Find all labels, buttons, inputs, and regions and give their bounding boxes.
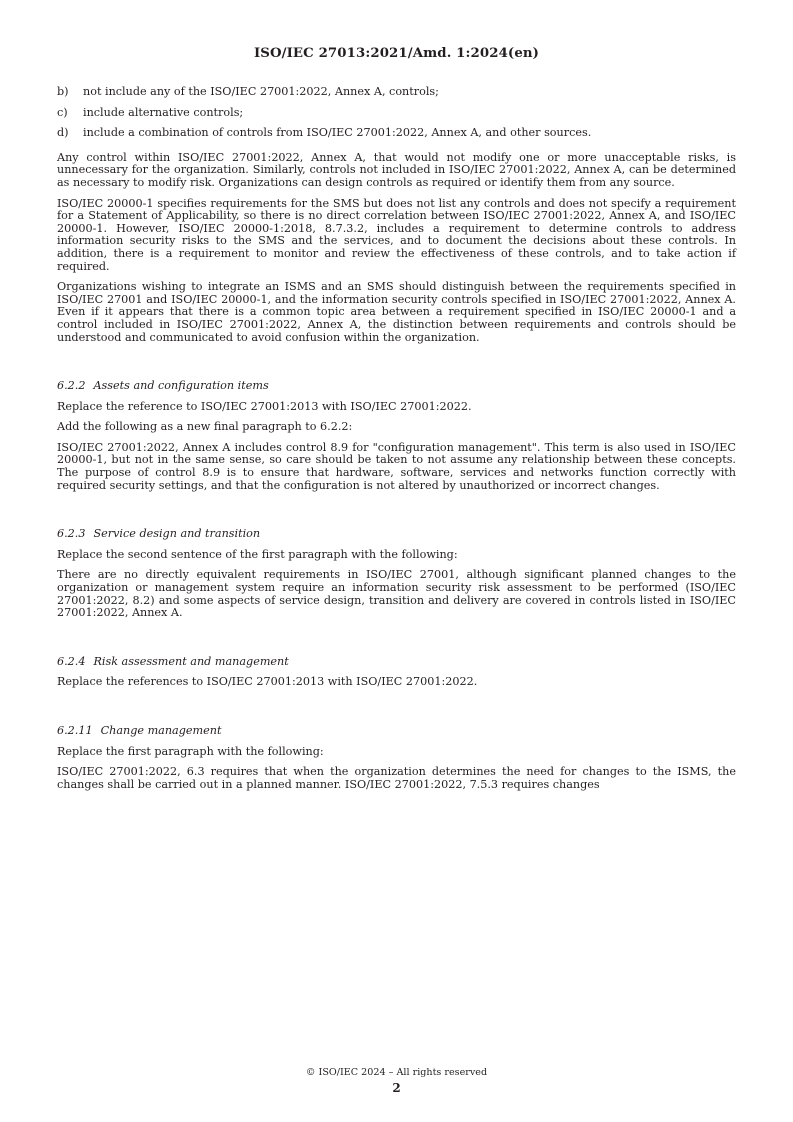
body-paragraph: Replace the reference to ISO/IEC 27001:2013 with ISO/IEC 27001:2022. [57, 399, 472, 413]
body-paragraph: There are no directly equivalent requirements in ISO/IEC 27001, although significant planned changes to the organization or management system require an information security risk assessment to be performed (ISO/IEC 27001:2022, 8.2) and some aspects of service design, transition and delivery are covered in controls listed in ISO/IEC 27001:2022, Annex A. [57, 568, 736, 620]
section-number: 6.2.4 [57, 654, 86, 668]
section-number: 6.2.11 [57, 724, 93, 737]
list-item [57, 127, 736, 140]
body-paragraph: ISO/IEC 27001:2022, Annex A includes control 8.9 for "configuration management". This term is also used in ISO/IEC 20000-1, but not in the same sense, so care should be taken to not assume any relationship between these concepts. The purpose of control 8.9 is to ensure that hardware, software, services and networks function correctly with required security settings, and that the configuration is not altered by unauthorized or incorrect changes. [57, 440, 736, 492]
section-title: Risk assessment and management [93, 654, 289, 668]
section-heading-6-2-3 [57, 528, 736, 541]
body-paragraph: ISO/IEC 27001:2022, 6.3 requires that when the organization determines the need for changes to the ISMS, the changes shall be carried out in a planned manner. ISO/IEC 27001:2022, 7.5.3 requires changes [57, 765, 736, 791]
body-paragraph: Any control within ISO/IEC 27001:2022, Annex A, that would not modify one or more unacceptable risks, is unnecessary for the organization. Similarly, controls not included in ISO/IEC 27001:2022, Annex A, can be determined as necessary to modify risk. Organizations can design controls as required or identify them from any source. [57, 150, 736, 189]
body-paragraph: Organizations wishing to integrate an ISMS and an SMS should distinguish between the requirements specified in ISO/IEC 27001 and ISO/IEC 20000-1, and the information security controls specified in ISO/IEC 27001:2022, Annex A. Even if it appears that there is a common topic area between a requirement specified in ISO/IEC 20000-1 and a control included in ISO/IEC 27001:2022, Annex A, the distinction between requirements and controls should be understood and communicated to avoid confusion within the organization. [57, 280, 736, 344]
list-item-label: d) [57, 126, 69, 140]
section-number: 6.2.2 [57, 379, 86, 393]
list-item-text: include alternative controls; [83, 105, 244, 119]
list-item-text: not include any of the ISO/IEC 27001:2022, Annex A, controls; [83, 85, 439, 98]
body-paragraph: ISO/IEC 20000-1 specifies requirements for the SMS but does not list any controls and does not specify a requirement for a Statement of Applicability, so there is no direct correlation between ISO/IEC 27001:2022, Annex A, and ISO/IEC 20000-1. However, ISO/IEC 20000-1:2018, 8.7.3.2, includes a requirement to determine controls to address information security risks to the SMS and the services, and to document the decisions about these controls. In addition, there is a requirement to monitor and review the effectiveness of these controls, and to take action if required. [57, 196, 736, 273]
section-title: Assets and configuration items [93, 379, 269, 393]
body-paragraph: Replace the references to ISO/IEC 27001:2013 with ISO/IEC 27001:2022. [57, 675, 478, 689]
list-item [57, 86, 736, 99]
body-paragraph: Replace the second sentence of the first paragraph with the following: [57, 547, 458, 561]
section-title: Service design and transition [93, 527, 261, 541]
body-paragraph: Add the following as a new final paragraph to 6.2.2: [57, 420, 353, 434]
list-item-label: b) [57, 85, 69, 98]
page-footer [0, 1067, 793, 1094]
document-body [57, 86, 736, 799]
page-number: 2 [392, 1081, 401, 1095]
body-paragraph: Replace the first paragraph with the following: [57, 744, 324, 758]
copyright-notice: © ISO/IEC 2024 – All rights reserved [305, 1067, 488, 1078]
list-item-text: include a combination of controls from ISO/IEC 27001:2022, Annex A, and other sources. [83, 126, 592, 140]
section-heading-6-2-2 [57, 380, 736, 393]
section-heading-6-2-11 [57, 725, 736, 738]
section-heading-6-2-4 [57, 656, 736, 669]
list-item [57, 107, 736, 120]
document-header: ISO/IEC 27013:2021/Amd. 1:2024(en) [253, 46, 540, 61]
section-title: Change management [100, 724, 222, 737]
list-item-label: c) [57, 105, 68, 119]
section-number: 6.2.3 [57, 527, 86, 541]
